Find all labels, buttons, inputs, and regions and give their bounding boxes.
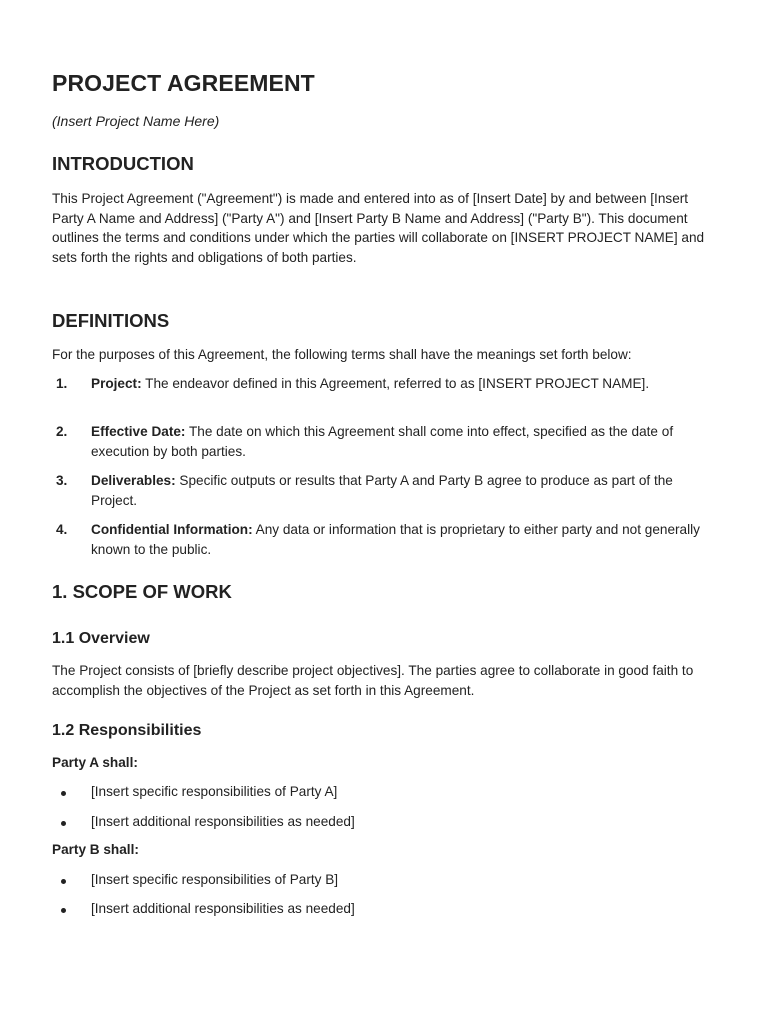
definition-term: Confidential Information: — [91, 522, 253, 537]
definition-body — [91, 422, 722, 461]
definition-number: 2. — [56, 424, 68, 439]
responsibilities-heading: 1.2 Responsibilities — [52, 722, 202, 739]
definition-text: Specific outputs or results that Party A and Party B agree to produce as part of the Project. — [91, 473, 673, 508]
definition-number: 3. — [56, 473, 68, 488]
scope-heading: 1. SCOPE OF WORK — [52, 581, 232, 602]
definition-item — [52, 520, 722, 559]
bullet-icon — [52, 782, 91, 802]
definition-body — [91, 374, 722, 394]
overview-paragraph: The Project consists of [briefly describe project objectives]. The parties agree to collaborate in good faith to accomplish the objectives of the Project as set forth in this Agreement. — [52, 663, 694, 698]
definition-item — [52, 471, 722, 510]
bullet-icon — [52, 899, 91, 919]
definition-term: Effective Date: — [91, 424, 186, 439]
definition-number: 1. — [56, 376, 68, 391]
document-title: PROJECT AGREEMENT — [52, 70, 315, 96]
list-item-text: [Insert additional responsibilities as needed] — [91, 814, 355, 829]
list-item-text: [Insert specific responsibilities of Party A] — [91, 784, 338, 799]
definition-text: The endeavor defined in this Agreement, referred to as [INSERT PROJECT NAME]. — [141, 376, 650, 391]
party-b-list-item — [52, 899, 355, 919]
party-a-list-item — [52, 782, 337, 802]
introduction-heading: INTRODUCTION — [52, 153, 194, 174]
definition-text: The date on which this Agreement shall come into effect, specified as the date of execution by both parties. — [91, 424, 674, 459]
bullet-icon — [52, 870, 91, 890]
party-a-list-item — [52, 812, 355, 832]
party-b-list-item — [52, 870, 338, 890]
bullet-icon — [52, 812, 91, 832]
document-subtitle: (Insert Project Name Here) — [52, 113, 220, 129]
list-item-text: [Insert additional responsibilities as needed] — [91, 901, 355, 916]
overview-heading: 1.1 Overview — [52, 630, 150, 647]
definition-item — [52, 422, 722, 461]
definition-item — [52, 374, 722, 394]
definition-body — [91, 520, 722, 559]
introduction-paragraph: This Project Agreement ("Agreement") is made and entered into as of [Insert Date] by and between [Insert Party A Name and Address] ("Party A") and [Insert Party B Name and Address] ("Party B"). This document outlines the terms and conditions under which the parties will collaborate on [INSERT PROJECT NAME] and sets forth the rights and obligations of both parties. — [52, 191, 705, 265]
definition-body — [91, 471, 722, 510]
definitions-intro: For the purposes of this Agreement, the following terms shall have the meanings set forth below: — [52, 347, 632, 362]
definition-text: Any data or information that is proprietary to either party and not generally known to the public. — [91, 522, 700, 557]
party-a-label: Party A shall: — [52, 755, 138, 770]
definition-number: 4. — [56, 522, 68, 537]
definition-term: Project: — [91, 376, 142, 391]
list-item-text: [Insert specific responsibilities of Party B] — [91, 872, 339, 887]
definitions-heading: DEFINITIONS — [52, 310, 170, 331]
party-b-label: Party B shall: — [52, 842, 139, 857]
definition-term: Deliverables: — [91, 473, 176, 488]
